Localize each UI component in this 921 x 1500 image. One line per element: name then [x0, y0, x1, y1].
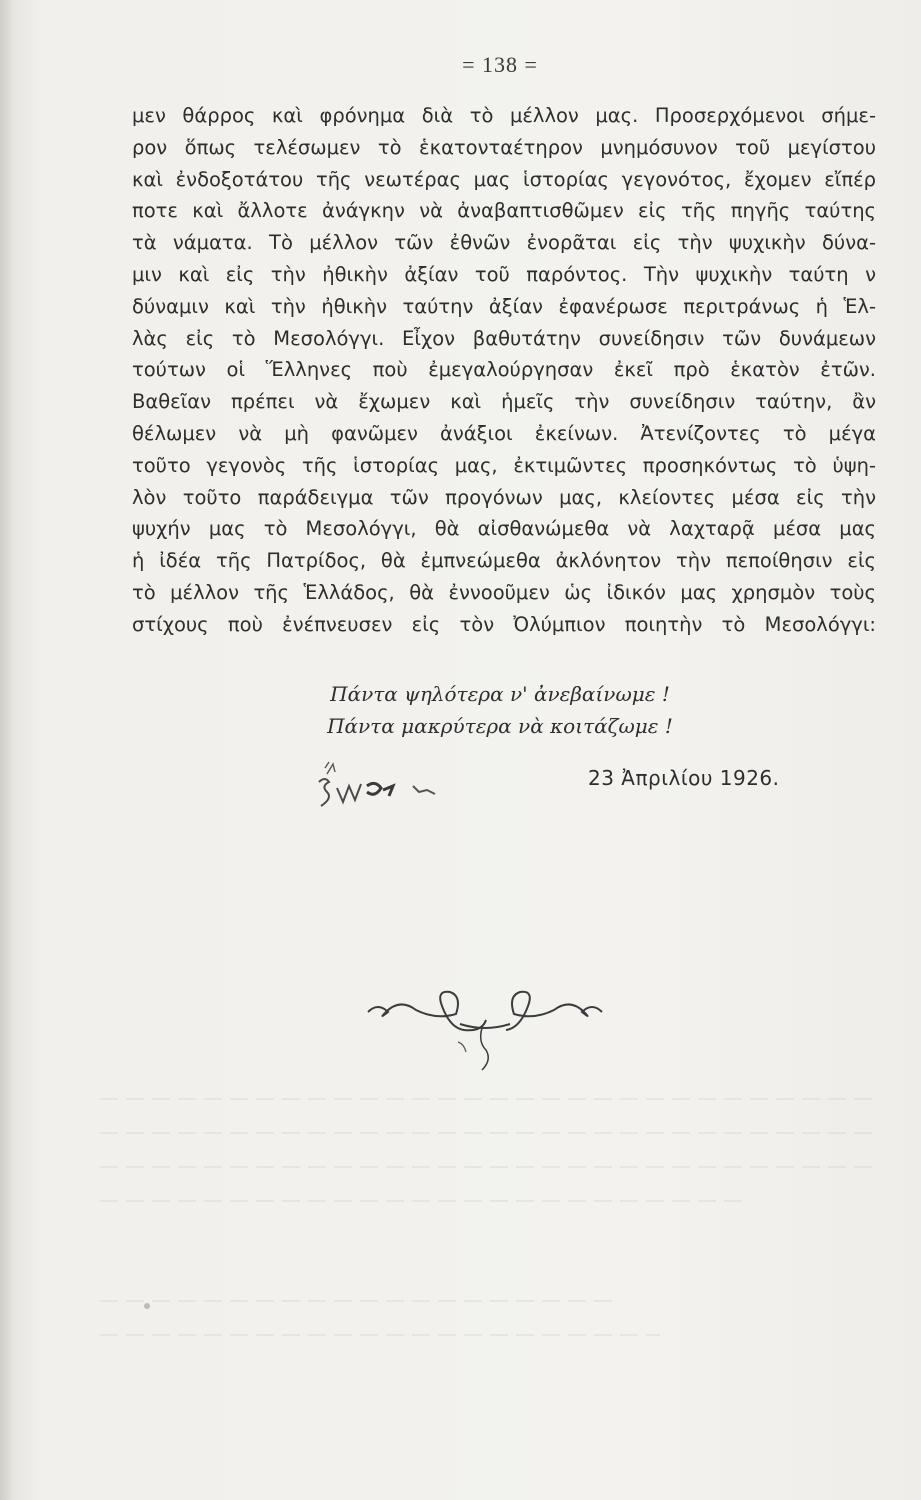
bleed-through-line [100, 1132, 880, 1134]
text-line: δύναμιν καὶ τὴν ἠθικὴν ταύτην ἀξίαν ἐφανέρωσε περιτράνως ἡ Ἑλ- [132, 294, 876, 318]
ink-smudge [144, 1303, 150, 1309]
bleed-through-line [100, 1300, 620, 1302]
text-line: τοῦτο γεγονὸς τῆς ἱστορίας μας, ἐκτιμῶντες προσηκόντως τὸ ὑψη- [132, 453, 876, 477]
text-line: καὶ ἐνδοξοτάτου τῆς νεωτέρας μας ἱστορίας γεγονότος, ἔχομεν εἴπέρ [132, 167, 876, 191]
text-line: ρον ὅπως τελέσωμεν τὸ ἑκατονταέτηρον μνημόσυνον τοῦ μεγίστου [132, 135, 876, 159]
text-line: Βαθεῖαν πρέπει νὰ ἔχωμεν καὶ ἡμεῖς τὴν συνείδησιν ταύτην, ἂν [132, 390, 876, 414]
text-line: θέλωμεν νὰ μὴ φανῶμεν ἀνάξιοι ἐκείνων. Ἀτενίζοντες τὸ μέγα [132, 421, 876, 445]
date-line: 23 Ἀπριλίου 1926. [588, 766, 780, 790]
verse-line: Πάντα ψηλότερα ν' ἀνεβαίνωμε ! [330, 682, 670, 706]
bleed-through-line [100, 1200, 750, 1202]
text-line: ποτε καὶ ἄλλοτε ἀνάγκην νὰ ἀναβαπτισθῶμεν εἰς τῆς πηγῆς ταύτης [132, 199, 876, 223]
text-line: μιν καὶ εἰς τὴν ἠθικὴν ἀξίαν τοῦ παρόντος. Τὴν ψυχικὴν ταύτη ν [132, 262, 876, 286]
handwritten-signature-icon [305, 760, 455, 820]
bleed-through-line [100, 1166, 880, 1168]
text-line: λὰς εἰς τὸ Μεσολόγγι. Εἶχον βαθυτάτην συνείδησιν τῶν δυνάμεων [132, 326, 876, 350]
verse-line: Πάντα μακρύτερα νὰ κοιτάζωμε ! [327, 714, 673, 738]
text-line: λὸν τοῦτο παράδειγμα τῶν προγόνων μας, κλείοντες μέσα εἰς τὴν [132, 485, 876, 509]
text-line: τὸ μέλλον τῆς Ἑλλάδος, θὰ ἐννοοῦμεν ὡς ἰδικόν μας χρησμὸν τοὺς [132, 580, 876, 604]
bleed-through-line [100, 1098, 880, 1100]
text-line: ψυχήν μας τὸ Μεσολόγγι, θὰ αἰσθανώμεθα νὰ λαχταρᾷ μέσα μας [132, 517, 876, 541]
body-paragraph [132, 100, 876, 641]
decorative-flourish-icon [360, 972, 610, 1092]
text-line: ἡ ἰδέα τῆς Πατρίδος, θὰ ἐμπνεώμεθα ἀκλόνητον τὴν πεποίθησιν εἰς [132, 549, 876, 573]
text-line: στίχους ποὺ ἐνέπνευσεν εἰς τὸν Ὀλύμπιον ποιητὴν τὸ Μεσολόγγι: [132, 612, 876, 636]
bleed-through-line [100, 1334, 660, 1336]
page-number: = 138 = [462, 52, 538, 77]
text-line: μεν θάρρος καὶ φρόνημα διὰ τὸ μέλλον μας. Προσερχόμενοι σήμε- [132, 104, 876, 127]
text-line: τούτων οἱ Ἕλληνες ποὺ ἐμεγαλούργησαν ἐκεῖ πρὸ ἑκατὸν ἐτῶν. [132, 358, 876, 382]
text-line: τὰ νάματα. Τὸ μέλλον τῶν ἐθνῶν ἐνορᾶται εἰς τὴν ψυχικὴν δύνα- [132, 231, 876, 255]
